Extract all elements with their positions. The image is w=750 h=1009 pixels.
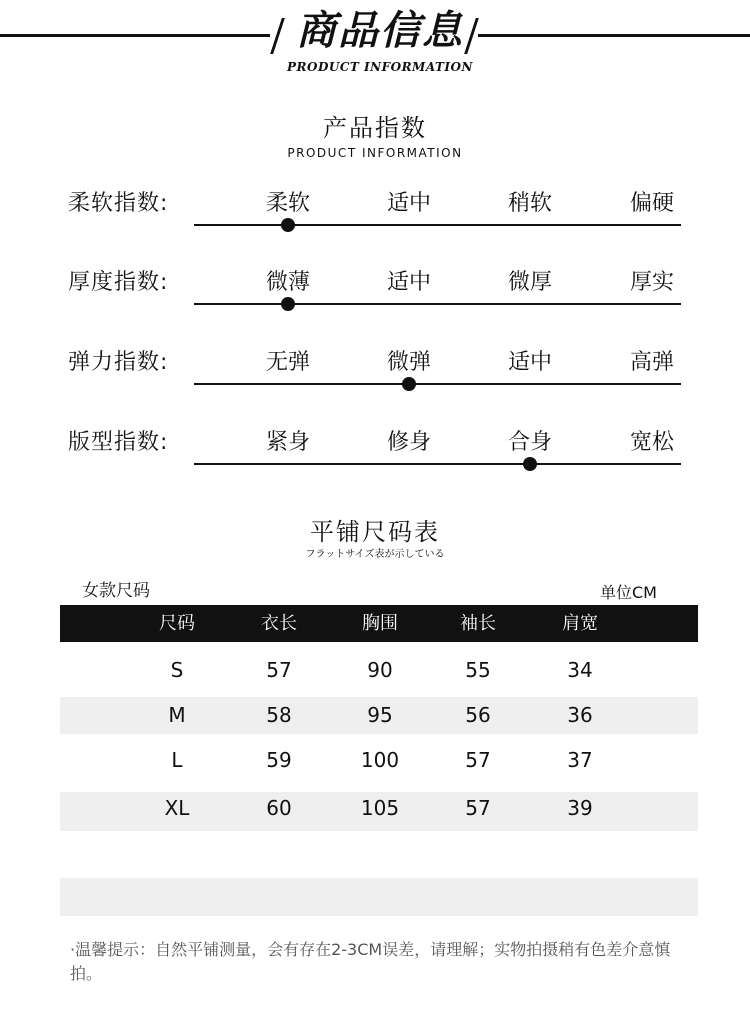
size-table-header-cell: 肩宽 bbox=[562, 613, 598, 634]
page-subtitle: PRODUCT INFORMATION bbox=[287, 60, 473, 74]
index-selected-marker bbox=[281, 297, 295, 311]
index-option: 柔软 bbox=[265, 191, 310, 216]
size-table-header-cell: 衣长 bbox=[261, 613, 297, 634]
size-value-cell: 60 bbox=[266, 796, 292, 820]
index-option: 微薄 bbox=[265, 270, 310, 295]
size-table-header-cell: 胸围 bbox=[362, 613, 398, 634]
index-section-title: 产品指数 bbox=[323, 114, 427, 142]
size-label-cell: S bbox=[170, 658, 184, 682]
header-rule-left bbox=[0, 34, 270, 37]
size-value-cell: 37 bbox=[567, 748, 593, 772]
index-option: 无弹 bbox=[265, 350, 310, 375]
size-table-stripe bbox=[60, 878, 698, 916]
size-value-cell: 36 bbox=[567, 703, 593, 727]
size-value-cell: 100 bbox=[360, 748, 400, 772]
size-value-cell: 34 bbox=[567, 658, 593, 682]
size-section-subtitle: フラットサイズ表が示している bbox=[305, 549, 445, 560]
index-option: 宽松 bbox=[629, 430, 674, 455]
index-selected-marker bbox=[523, 457, 537, 471]
header-rule-right bbox=[478, 34, 750, 37]
size-table-caption: 女款尺码 bbox=[82, 581, 150, 601]
index-selected-marker bbox=[281, 218, 295, 232]
index-label: 弹力指数: bbox=[68, 350, 169, 375]
index-option: 适中 bbox=[386, 191, 431, 216]
index-label: 厚度指数: bbox=[68, 270, 169, 295]
index-section-subtitle: PRODUCT INFORMATION bbox=[287, 146, 463, 160]
index-scale-line bbox=[194, 224, 681, 226]
index-option: 修身 bbox=[386, 430, 431, 455]
page-title: 商品信息 bbox=[296, 8, 464, 54]
size-label-cell: M bbox=[168, 703, 186, 727]
size-value-cell: 39 bbox=[567, 796, 593, 820]
size-value-cell: 57 bbox=[465, 748, 491, 772]
size-note: ·温馨提示：自然平铺测量，会有存在2-3CM误差，请理解；实物拍摄稍有色差介意慎拍。 bbox=[70, 940, 671, 983]
index-selected-marker bbox=[402, 377, 416, 391]
size-table-header-cell: 袖长 bbox=[460, 613, 496, 634]
size-value-cell: 58 bbox=[266, 703, 292, 727]
size-section-title: 平铺尺码表 bbox=[310, 518, 440, 546]
size-table-unit: 单位CM bbox=[600, 583, 657, 602]
index-option: 适中 bbox=[386, 270, 431, 295]
size-value-cell: 95 bbox=[367, 703, 393, 727]
index-option: 偏硬 bbox=[629, 191, 674, 216]
size-value-cell: 59 bbox=[266, 748, 292, 772]
index-scale-line bbox=[194, 383, 681, 385]
index-scale-line bbox=[194, 463, 681, 465]
size-value-cell: 57 bbox=[465, 796, 491, 820]
index-scale-line bbox=[194, 303, 681, 305]
size-value-cell: 55 bbox=[465, 658, 491, 682]
size-value-cell: 56 bbox=[465, 703, 491, 727]
size-table-header-cell: 尺码 bbox=[159, 613, 195, 634]
index-option: 厚实 bbox=[629, 270, 674, 295]
index-option: 合身 bbox=[507, 430, 552, 455]
header-slash-left bbox=[270, 18, 285, 54]
index-option: 微弹 bbox=[386, 350, 431, 375]
index-label: 柔软指数: bbox=[68, 191, 169, 216]
index-option: 稍软 bbox=[507, 191, 552, 216]
index-option: 微厚 bbox=[507, 270, 552, 295]
size-value-cell: 57 bbox=[266, 658, 292, 682]
index-option: 高弹 bbox=[629, 350, 674, 375]
size-value-cell: 90 bbox=[367, 658, 393, 682]
size-label-cell: XL bbox=[164, 796, 190, 820]
size-value-cell: 105 bbox=[360, 796, 400, 820]
size-label-cell: L bbox=[171, 748, 183, 772]
index-option: 适中 bbox=[507, 350, 552, 375]
index-option: 紧身 bbox=[265, 430, 310, 455]
index-label: 版型指数: bbox=[68, 430, 169, 455]
